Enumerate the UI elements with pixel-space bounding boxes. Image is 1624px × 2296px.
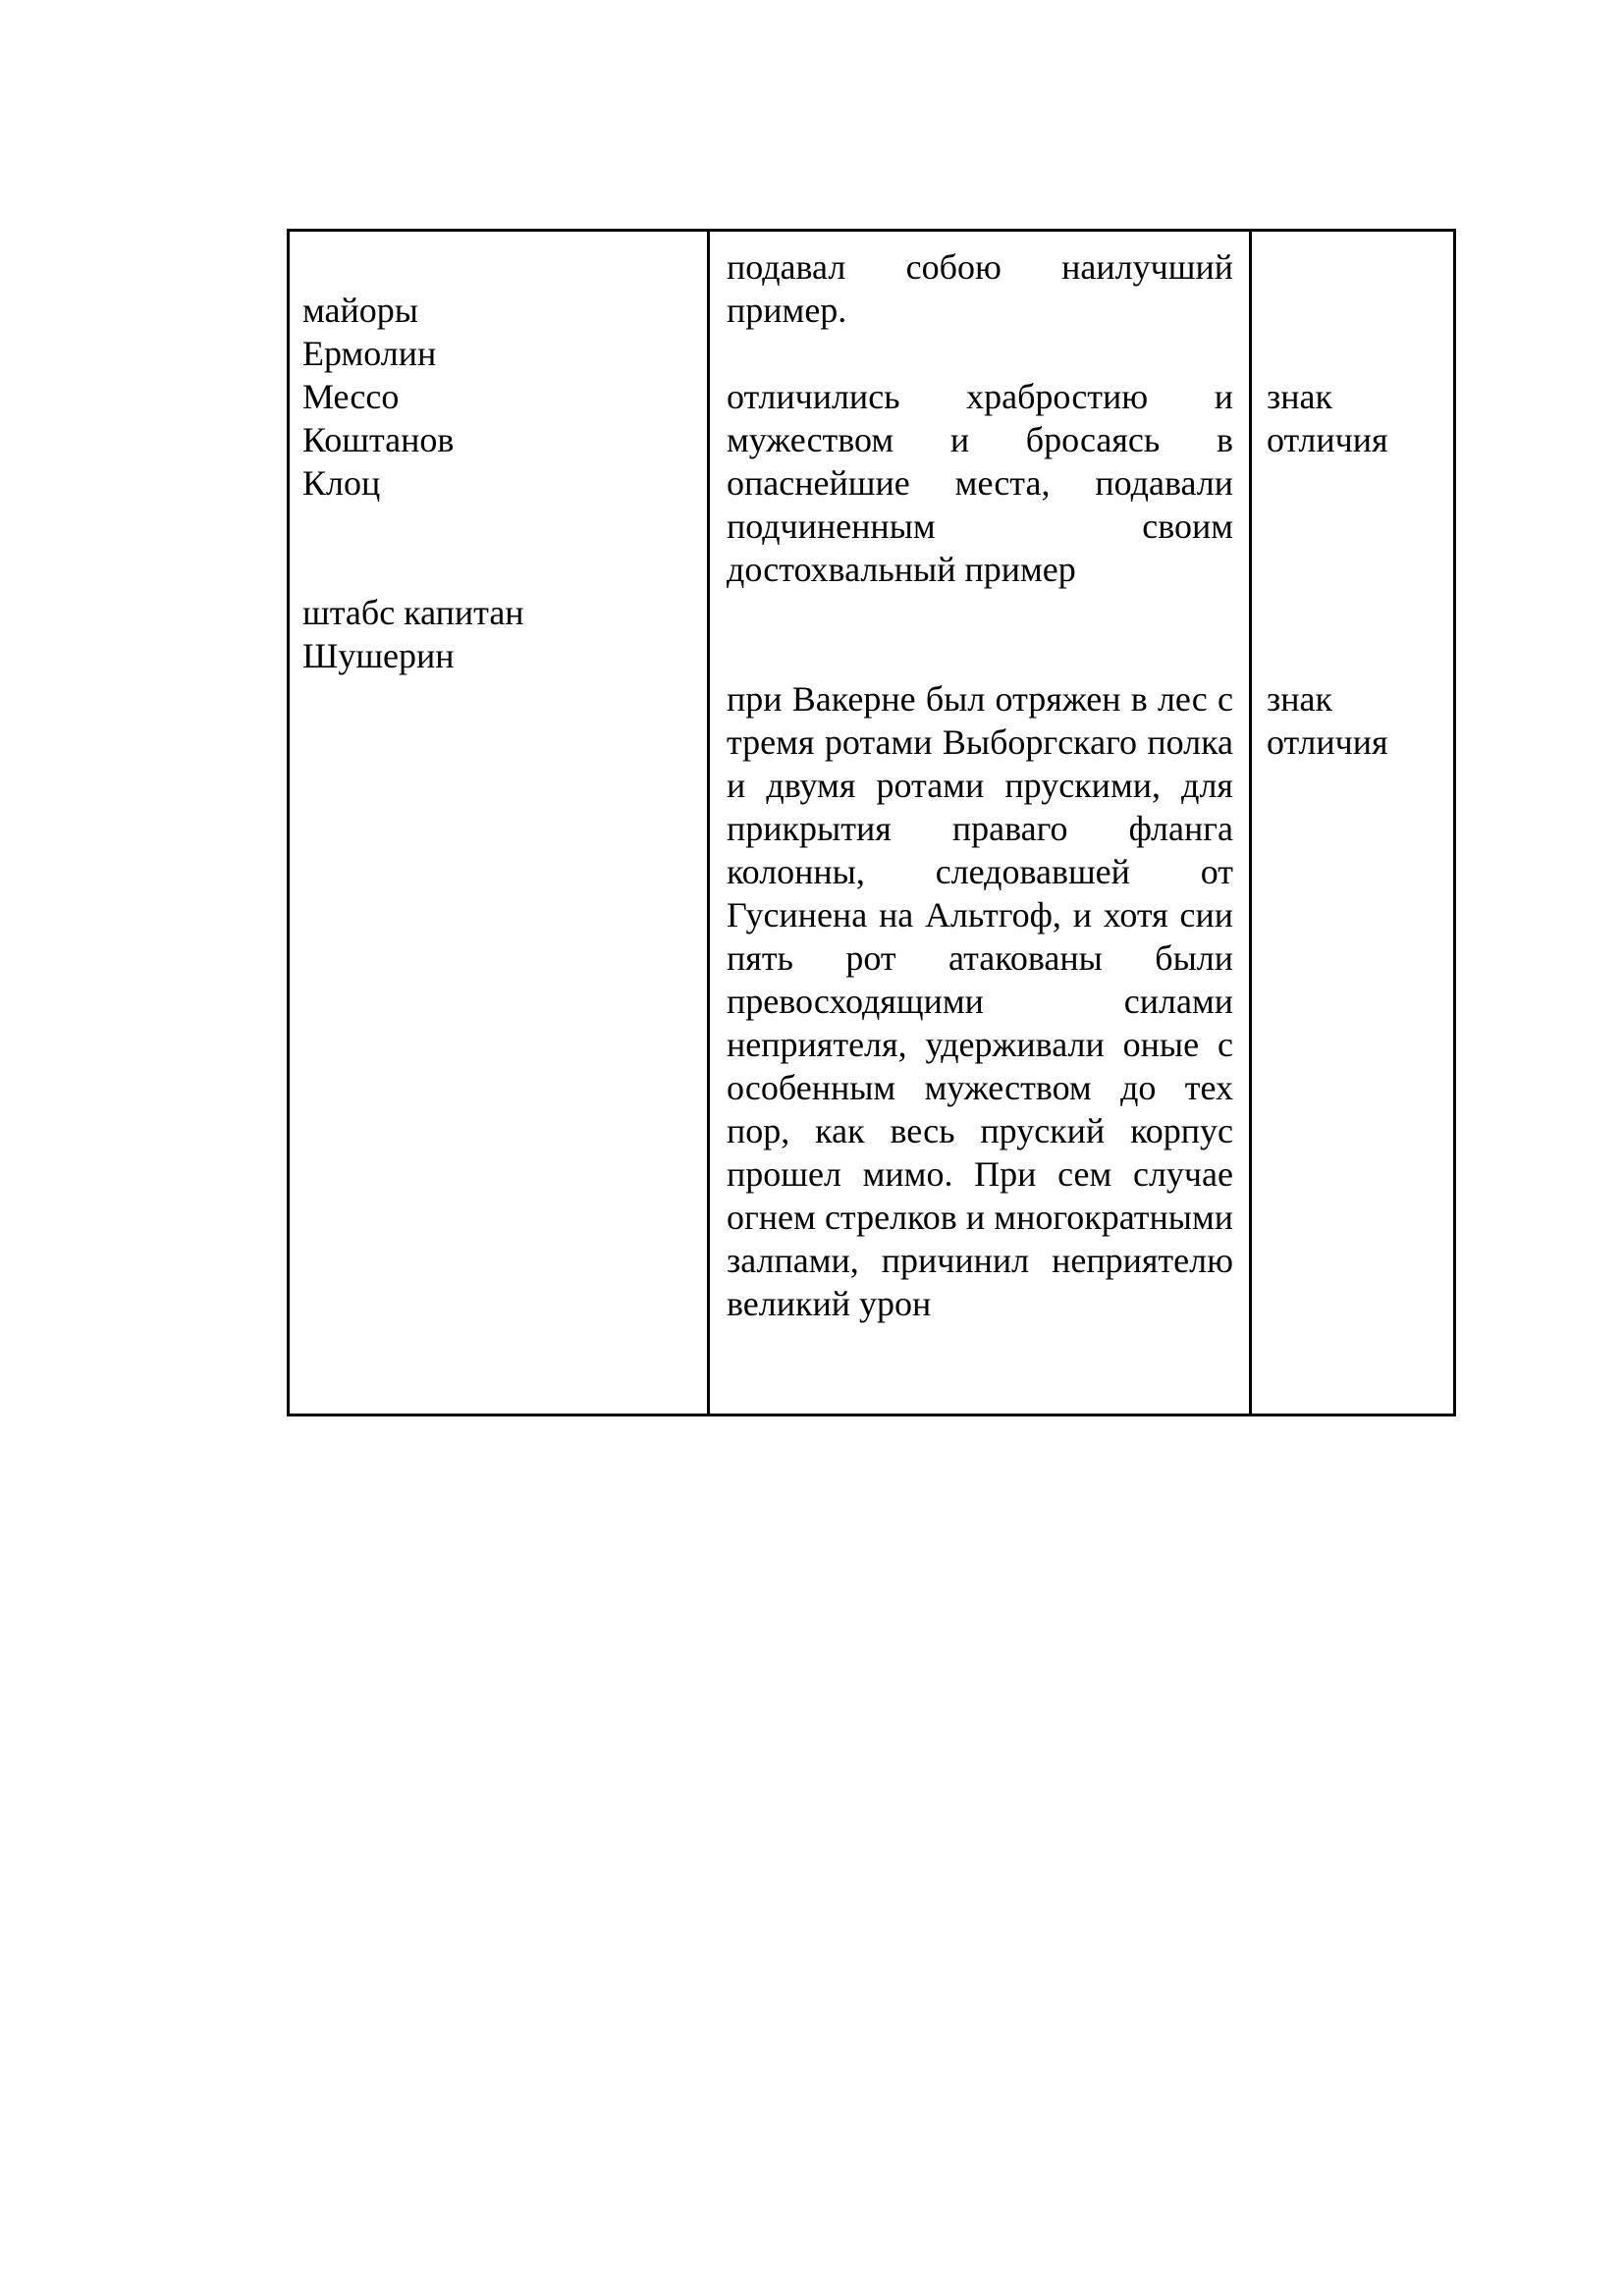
officer-name: Шушерин <box>302 636 455 675</box>
officer-name: Клоц <box>302 463 381 503</box>
merits-column-cell <box>710 232 1252 1414</box>
award-badge-1: знак отличия <box>1267 377 1388 459</box>
rank-label-staff-captain: штабс капитан <box>302 593 524 632</box>
officer-name: Мессо <box>302 377 400 416</box>
officer-name: Ермолин <box>302 334 437 373</box>
merit-paragraph-1: подавал собою наилучший пример. <box>727 247 1233 330</box>
award-badge-2: знак отличия <box>1267 679 1388 762</box>
rank-group-majors <box>302 289 697 505</box>
officer-name: Коштанов <box>302 420 455 459</box>
award-column-cell <box>1252 232 1453 1414</box>
award-table <box>287 229 1456 1416</box>
merit-paragraph-3: при Вакерне был отряжен в лес с тремя ротами Выборгскаго полка и двумя ротами прускими, для прикрытия праваго фланга колонны, следовавшей от Гусинена на Альтгоф, и хотя сии пять рот атакованы были превосходящими силами неприятеля, удерживали оные с особенным мужеством до тех пор, как весь пруский корпус прошел мимо. При сем случае огнем стрелков и многократными залпами, причинил неприятелю великий урон <box>727 679 1233 1323</box>
rank-label-majors: майоры <box>302 291 418 330</box>
merit-paragraph-2: отличились храбростию и мужеством и бросаясь в опаснейшие места, подавали подчиненным своим достохвальный пример <box>727 377 1233 589</box>
rank-group-staff-captain <box>302 591 697 677</box>
officers-column-cell <box>290 232 710 1414</box>
